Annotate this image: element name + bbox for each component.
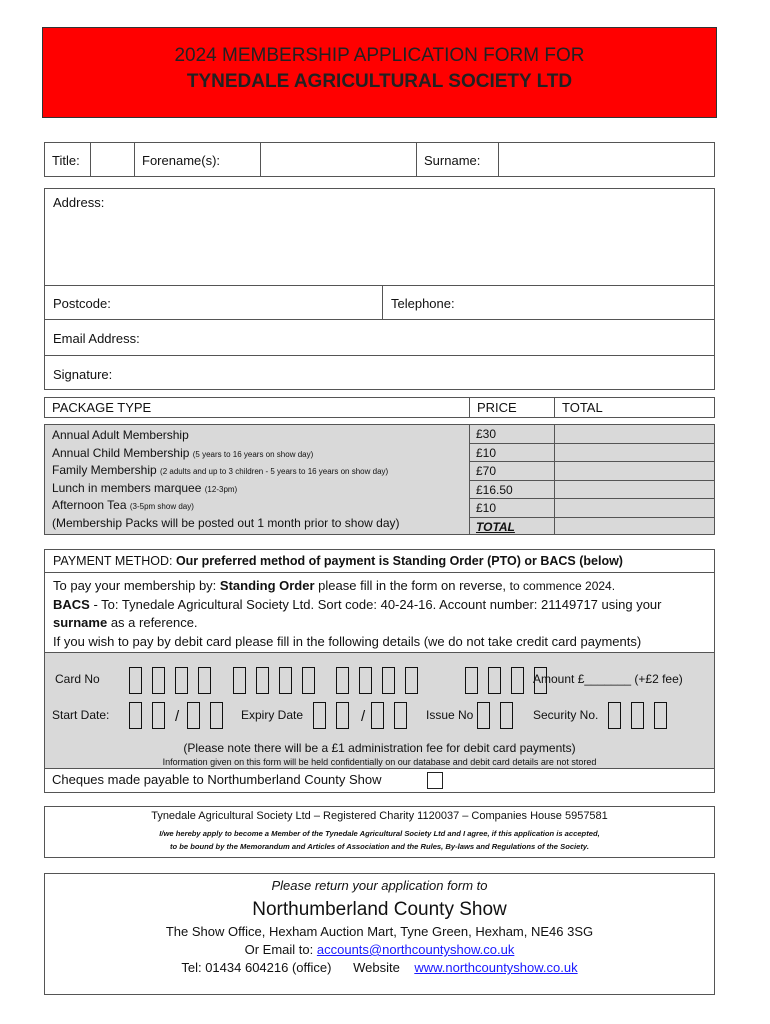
confidential-note: Information given on this form will be held confidentially on our database and debit card details are not stored [162,757,597,767]
membership-pack-note: (Membership Packs will be posted out 1 month prior to show day) [52,515,400,530]
total-list [555,425,714,534]
card-digit-box[interactable] [152,667,165,694]
expiry-date-box[interactable] [371,702,384,729]
telephone-text: Tel: 01434 604216 (office) [181,960,332,975]
issue-no-box[interactable] [500,702,513,729]
start-date-label: Start Date: [52,708,110,722]
price-cell: £16.50 [470,481,554,500]
package-row: Lunch in members marquee (12-3pm) [52,480,238,495]
package-row: Annual Child Membership (5 years to 16 years on show day) [52,445,314,460]
start-date-box[interactable] [210,702,223,729]
start-date-box[interactable] [129,702,142,729]
card-digit-box[interactable] [405,667,418,694]
col-package-type: PACKAGE TYPE [45,398,470,417]
package-table-header [44,397,715,418]
telephone-field[interactable] [383,286,714,320]
name-row [44,142,715,177]
signature-label: Signature: [53,367,113,382]
card-digit-box[interactable] [382,667,395,694]
return-info [44,873,715,995]
email-field[interactable] [45,320,714,356]
debit-card-details [45,652,714,769]
package-row: Family Membership (2 adults and up to 3 children - 5 years to 16 years on show day) [52,463,389,478]
card-digit-box[interactable] [511,667,524,694]
issue-no-label: Issue No [426,708,474,722]
forename-field[interactable] [261,143,417,176]
card-digit-box[interactable] [336,667,349,694]
return-intro: Please return your application form to [271,878,488,893]
form-title-line2: TYNEDALE AGRICULTURAL SOCIETY LTD [186,71,573,92]
price-cell: £30 [470,425,554,444]
price-cell: £10 [470,444,554,463]
security-no-box[interactable] [608,702,621,729]
col-total: TOTAL [562,400,603,415]
website-link[interactable]: www.northcountyshow.co.uk [414,960,578,975]
package-list [45,425,470,534]
security-no-box[interactable] [654,702,667,729]
form-title-line1: 2024 MEMBERSHIP APPLICATION FORM FOR [174,45,585,66]
payment-section [44,549,715,793]
postcode-field[interactable] [45,286,383,320]
surname-label: Surname: [417,143,499,176]
security-no-label: Security No. [533,708,599,722]
return-contact-line [45,960,714,975]
address-field[interactable] [45,189,714,286]
cheque-label: Cheques made payable to Northumberland County Show [52,772,382,787]
email-link[interactable]: accounts@northcountyshow.co.uk [316,942,515,957]
organisation-name: Northumberland County Show [252,899,507,920]
package-row: Afternoon Tea (3-5pm show day) [52,498,194,513]
expiry-date-slash: / [361,708,366,725]
grand-total-cell[interactable] [555,518,714,537]
card-digit-box[interactable] [129,667,142,694]
cheque-row [45,769,714,794]
card-digit-box[interactable] [302,667,315,694]
start-date-slash: / [175,708,180,725]
card-digit-box[interactable] [256,667,269,694]
expiry-date-box[interactable] [394,702,407,729]
card-digit-box[interactable] [359,667,372,694]
amount-label: Amount £_______ (+£2 fee) [533,672,683,686]
payment-instructions: To pay your membership by: Standing Order please fill in the form on reverse, to commence 2024. BACS - To: Tynedale Agricultural Society Ltd. Sort code: 40-24-16. Account number: 21149717 using your surname as a reference. If you wish to pay by debit card please fill in the following details (we do not take credit card payments) [53,578,662,649]
card-digit-box[interactable] [279,667,292,694]
card-no-label: Card No [55,672,100,686]
registration-line: Tynedale Agricultural Society Ltd – Registered Charity 1120037 – Companies House 5957581 [151,810,608,822]
telephone-label: Telephone: [391,296,455,311]
registration-info [44,806,715,858]
surname-field[interactable] [499,143,714,176]
form-header [42,27,717,118]
title-label: Title: [45,143,91,176]
card-digit-box[interactable] [465,667,478,694]
issue-no-box[interactable] [477,702,490,729]
price-cell: £70 [470,462,554,481]
email-label: Email Address: [53,331,140,346]
card-digit-box[interactable] [233,667,246,694]
payment-method-label: PAYMENT METHOD: [53,554,173,568]
expiry-date-label: Expiry Date [241,708,304,722]
website-label: Website [353,960,400,975]
declaration-line1: I/we hereby apply to become a Member of the Tynedale Agricultural Society Ltd and I agree, if this application is accepted, [159,829,600,838]
card-digit-box[interactable] [175,667,188,694]
total-cell[interactable] [555,444,714,463]
card-digit-box[interactable] [488,667,501,694]
signature-field[interactable] [45,356,714,391]
postcode-telephone-row [45,286,714,320]
admin-fee-note: (Please note there will be a £1 administration fee for debit card payments) [183,741,576,755]
package-row: Annual Adult Membership [52,428,189,442]
total-cell[interactable] [555,481,714,500]
forename-label: Forename(s): [135,143,261,176]
price-cell: £10 [470,499,554,518]
total-cell[interactable] [555,499,714,518]
expiry-date-box[interactable] [336,702,349,729]
start-date-box[interactable] [187,702,200,729]
return-email-line: Or Email to: accounts@northcountyshow.co.uk [244,942,515,957]
cheque-checkbox[interactable] [427,772,443,789]
declaration-line2: to be bound by the Memorandum and Articles of Association and the Rules, By-laws and Regulations of the Society. [170,841,589,851]
start-date-box[interactable] [152,702,165,729]
total-cell[interactable] [555,425,714,444]
title-field[interactable] [91,143,135,176]
return-address: The Show Office, Hexham Auction Mart, Tyne Green, Hexham, NE46 3SG [165,924,594,939]
expiry-date-box[interactable] [313,702,326,729]
card-digit-box[interactable] [534,667,547,694]
security-no-box[interactable] [631,702,644,729]
total-cell[interactable] [555,462,714,481]
col-price: PRICE [470,398,555,417]
contact-details [44,188,715,390]
card-digit-box[interactable] [198,667,211,694]
total-label: TOTAL [476,519,515,534]
address-label: Address: [53,195,105,210]
payment-method-preferred: Our preferred method of payment is Standing Order (PTO) or BACS (below) [175,554,623,568]
payment-method-title [45,550,714,573]
package-table [44,424,715,535]
postcode-label: Postcode: [53,296,111,311]
price-list [470,425,555,534]
